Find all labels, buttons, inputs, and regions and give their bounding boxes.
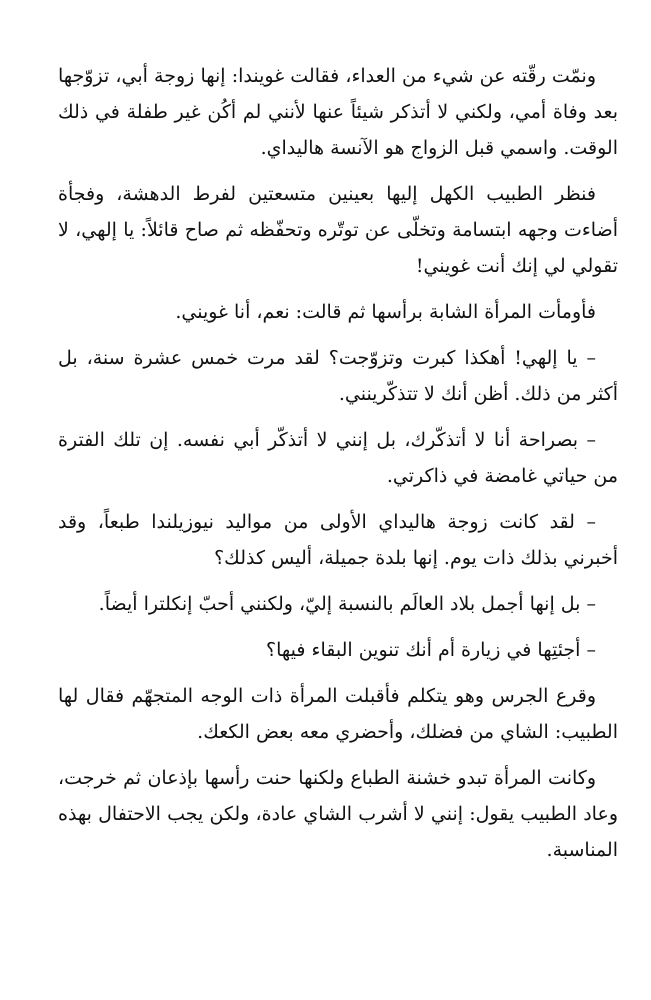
paragraph-5: – بصراحة أنا لا أتذكّرك، بل إنني لا أتذكّر أبي نفسه. إن تلك الفترة من حياتي غامضة في ذاكرتي. — [58, 429, 618, 487]
paragraph-9: وقرع الجرس وهو يتكلم فأقبلت المرأة ذات الوجه المتجهّم فقال لها الطبيب: الشاي من فضلك، وأحضري معه بعض الكعك. — [58, 685, 618, 743]
paragraph-6: – لقد كانت زوجة هاليداي الأولى من مواليد نيوزيلندا طبعاً، وقد أخبرني بذلك ذات يوم. إنها بلدة جميلة، أليس كذلك؟ — [58, 511, 618, 569]
document-page — [58, 58, 618, 878]
paragraph-1: ونمّت رقّته عن شيء من العداء، فقالت غويندا: إنها زوجة أبي، تزوّجها بعد وفاة أمي، ولكني لا أتذكر شيئاً عنها لأنني لم أكُن غير طفلة في ذلك الوقت. واسمي قبل الزواج هو الآنسة هاليداي. — [58, 65, 618, 159]
paragraph-4: – يا إلهي! أهكذا كبرت وتزوّجت؟ لقد مرت خمس عشرة سنة، بل أكثر من ذلك. أظن أنك لا تتذكّرينني. — [58, 347, 618, 405]
paragraph-7: – بل إنها أجمل بلاد العالَم بالنسبة إليّ، ولكنني أحبّ إنكلترا أيضاً. — [98, 593, 596, 615]
paragraph-3: فأومأت المرأة الشابة برأسها ثم قالت: نعم، أنا غويني. — [175, 301, 596, 323]
paragraph-10: وكانت المرأة تبدو خشنة الطباع ولكنها حنت رأسها بإذعان ثم خرجت، وعاد الطبيب يقول: إنني لا أشرب الشاي عادة، ولكن يجب الاحتفال بهذه المناسبة. — [58, 767, 618, 861]
paragraph-2: فنظر الطبيب الكهل إليها بعينين متسعتين لفرط الدهشة، وفجأة أضاءت وجهه ابتسامة وتخلّى عن توتّره وتحفّظه ثم صاح قائلاً: يا إلهي، لا تقولي لي إنك أنت غويني! — [58, 183, 618, 277]
paragraph-8: – أجئتِها في زيارة أم أنك تنوين البقاء فيها؟ — [266, 639, 596, 661]
